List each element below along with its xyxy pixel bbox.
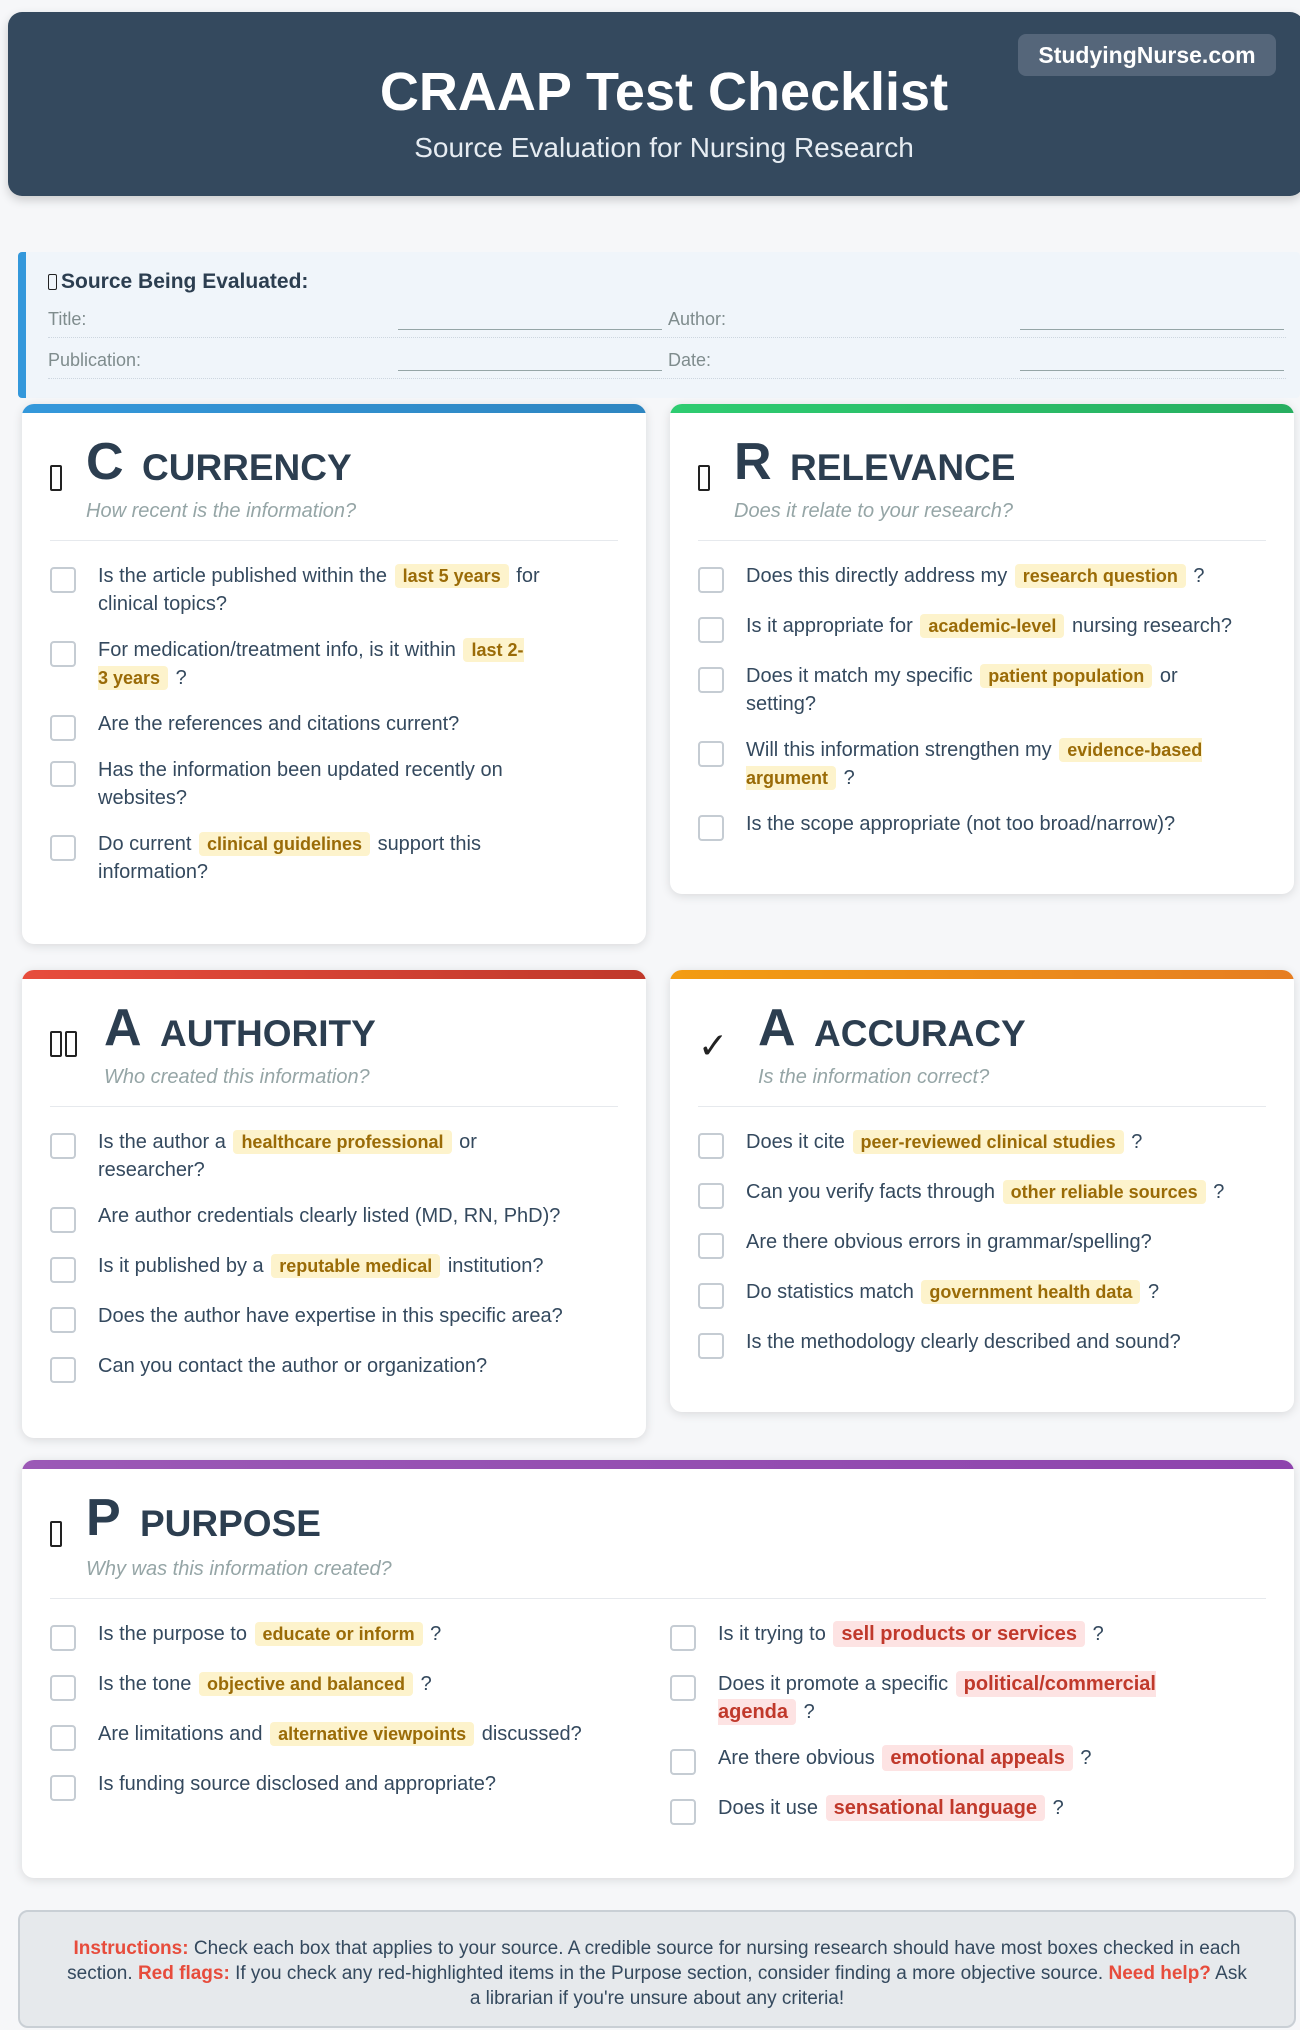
currency-item: Has the information been updated recently on websites? [50,756,590,812]
checkbox[interactable] [50,1207,76,1233]
row-divider [48,378,1286,379]
highlight: last 5 years [395,564,509,588]
currency-question: How recent is the information? [86,500,357,522]
checkbox[interactable] [670,1675,696,1701]
checkbox[interactable] [50,1675,76,1701]
author-field[interactable] [1020,329,1284,330]
source-heading-label: Source Being Evaluated: [61,270,309,293]
purpose-right-list [670,1620,1210,1822]
accuracy-item: Does it cite peer-reviewed clinical studies ? [698,1128,1268,1156]
purpose-item: Is the tone objective and balanced ? [50,1670,650,1698]
currency-list [50,562,590,886]
purpose-redflag-item: Does it use sensational language ? [670,1794,1210,1822]
publication-field[interactable] [398,370,662,371]
accuracy-item: Are there obvious errors in grammar/spelling? [698,1228,1268,1256]
need-help-text: Ask a librarian if you're unsure about any criteria! [469,1963,1247,2009]
need-help-label: Need help? [1108,1963,1211,1984]
page-title: CRAAP Test Checklist [379,62,949,122]
site-badge[interactable]: StudyingNurse.com [1018,34,1276,76]
accuracy-accent-bar [670,970,1294,979]
checkbox[interactable] [670,1799,696,1825]
relevance-item: Is the scope appropriate (not too broad/narrow)? [698,810,1268,838]
authority-letter: A [104,999,142,1057]
currency-item: Is the article published within the last 5 years for clinical topics? [50,562,590,618]
checkbox[interactable] [670,1749,696,1775]
checkbox[interactable] [50,1307,76,1333]
currency-item: Are the references and citations current? [50,710,590,738]
highlight: academic-level [920,614,1064,638]
purpose-redflag-item: Does it promote a specific political/commercial agenda ? [670,1670,1210,1726]
publication-label: Publication: [48,350,142,370]
highlight: objective and balanced [199,1672,413,1696]
highlight: peer-reviewed clinical studies [853,1130,1124,1154]
relevance-item: Does this directly address my research question ? [698,562,1268,590]
highlight: clinical guidelines [199,832,370,856]
currency-item: For medication/treatment info, is it within last 2-3 years ? [50,636,590,692]
page-subtitle: Source Evaluation for Nursing Research [414,132,914,163]
purpose-redflag-item: Is it trying to sell products or services ? [670,1620,1210,1648]
lightbulb-icon [50,1516,90,1556]
checkbox[interactable] [50,1725,76,1751]
checkbox[interactable] [50,641,76,667]
checkbox[interactable] [50,1133,76,1159]
author-label: Author: [668,309,727,329]
purpose-card [22,1460,1294,1878]
authority-item: Does the author have expertise in this specific area? [50,1302,610,1330]
relevance-list [698,562,1268,838]
authority-card [22,970,646,1438]
source-heading [48,270,308,294]
highlight: reputable medical [271,1254,440,1278]
red-flags-label: Red flags: [137,1963,230,1984]
authority-title: AUTHORITY [160,1013,376,1054]
doctor-icon [50,1026,100,1066]
red-flag-highlight: sensational language [826,1795,1045,1821]
highlight: healthcare professional [233,1130,451,1154]
relevance-question: Does it relate to your research? [734,500,1014,522]
checkbox[interactable] [50,567,76,593]
instructions-box [18,1910,1296,2028]
document-icon [48,274,57,290]
highlight: research question [1015,564,1186,588]
instructions-label: Instructions: [73,1938,189,1959]
accuracy-title: ACCURACY [814,1013,1026,1054]
authority-list [50,1128,610,1380]
highlight: last 2-3 years [98,640,524,688]
accuracy-list [698,1128,1268,1356]
relevance-item: Will this information strengthen my evidence-based argument ? [698,736,1268,792]
checkbox[interactable] [50,1625,76,1651]
checkbox[interactable] [698,1233,724,1259]
checkbox[interactable] [50,715,76,741]
relevance-card [670,404,1294,894]
authority-item: Is the author a healthcare professional or researcher? [50,1128,610,1184]
highlight: other reliable sources [1003,1180,1206,1204]
checkbox[interactable] [698,1333,724,1359]
red-flag-highlight: political/commercial agenda [718,1673,1156,1723]
purpose-item: Is the purpose to educate or inform ? [50,1620,650,1648]
checkbox[interactable] [50,1257,76,1283]
checkmark-icon: ✓ [698,1025,729,1066]
checkbox[interactable] [698,1283,724,1309]
relevance-title: RELEVANCE [790,447,1016,488]
authority-item: Can you contact the author or organization? [50,1352,610,1380]
checkbox[interactable] [50,1357,76,1383]
highlight: patient population [980,664,1152,688]
accuracy-item: Is the methodology clearly described and sound? [698,1328,1268,1356]
date-field[interactable] [1020,370,1284,371]
highlight: evidence-based argument [746,740,1203,788]
purpose-title: PURPOSE [140,1503,321,1544]
accuracy-question: Is the information correct? [758,1066,990,1088]
accuracy-letter: A [758,999,796,1057]
checkbox[interactable] [50,1775,76,1801]
relevance-item: Is it appropriate for academic-level nursing research? [698,612,1268,640]
calendar-icon [50,460,90,500]
title-field[interactable] [398,329,662,330]
currency-item: Do current clinical guidelines support this information? [50,830,590,886]
checkbox[interactable] [698,667,724,693]
authority-item: Is it published by a reputable medical institution? [50,1252,610,1280]
highlight: government health data [921,1280,1140,1304]
checkbox[interactable] [698,567,724,593]
purpose-item: Are limitations and alternative viewpoints discussed? [50,1720,650,1748]
instructions-text: Check each box that applies to your source. A credible source for nursing research should have most boxes checked in each section. [67,1938,1241,1984]
checkbox[interactable] [50,835,76,861]
purpose-question: Why was this information created? [86,1558,392,1580]
accuracy-item: Do statistics match government health data ? [698,1278,1268,1306]
highlight: alternative viewpoints [270,1722,474,1746]
date-label: Date: [668,350,712,370]
page-header [8,12,1300,196]
currency-letter: C [86,433,124,491]
relevance-letter: R [734,433,772,491]
red-flag-highlight: sell products or services [833,1621,1085,1647]
checkbox[interactable] [698,617,724,643]
authority-accent-bar [22,970,646,979]
red-flags-text: If you check any red-highlighted items in the Purpose section, consider finding a more objective source. [235,1963,1104,1984]
currency-title: CURRENCY [142,447,352,488]
highlight: educate or inform [255,1622,423,1646]
currency-accent-bar [22,404,646,413]
checkbox[interactable] [698,1183,724,1209]
purpose-letter: P [86,1489,121,1547]
authority-item: Are author credentials clearly listed (MD, RN, PhD)? [50,1202,610,1230]
checkbox[interactable] [50,761,76,787]
source-info-box [18,252,1300,398]
purpose-redflag-item: Are there obvious emotional appeals ? [670,1744,1210,1772]
title-label: Title: [48,309,87,329]
accuracy-item: Can you verify facts through other reliable sources ? [698,1178,1268,1206]
authority-question: Who created this information? [104,1066,370,1088]
purpose-left-list [50,1620,650,1798]
purpose-accent-bar [22,1460,1294,1469]
relevance-item: Does it match my specific patient population or setting? [698,662,1268,718]
accuracy-card [670,970,1294,1412]
relevance-accent-bar [670,404,1294,413]
checkbox[interactable] [698,815,724,841]
purpose-item: Is funding source disclosed and appropriate? [50,1770,650,1798]
red-flag-highlight: emotional appeals [882,1745,1073,1771]
checkbox[interactable] [698,741,724,767]
checkbox[interactable] [670,1625,696,1651]
currency-card [22,404,646,944]
row-divider [48,337,1286,338]
target-icon [698,460,738,500]
checkbox[interactable] [698,1133,724,1159]
